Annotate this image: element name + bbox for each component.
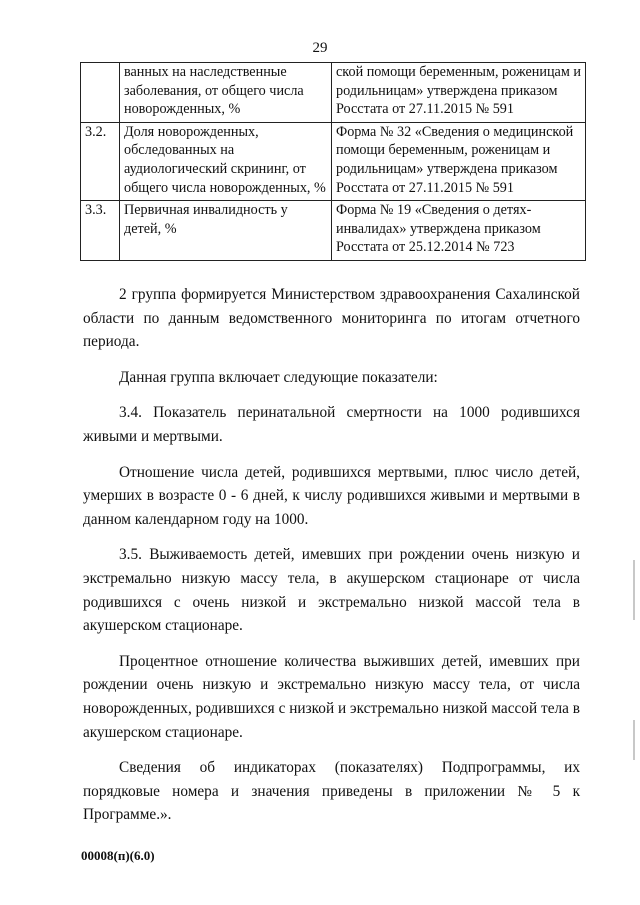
paragraph: Процентное отношение количества выживших детей, имевших при рождении очень низкую и экстремально низкую массу тела, от числа новорожденных, родившихся с низкой и экстремально низкой массой тела в акушерском стационаре.	[83, 652, 580, 741]
row-number	[81, 63, 120, 123]
paragraph: 3.5. Выживаемость детей, имевших при рождении очень низкую и экстремально низкую массу тела, в акушерском стационаре от числа родившихся с очень низкой и экстремально низкой массой тела в акушерском стационаре.	[83, 546, 580, 635]
table-row	[81, 201, 586, 261]
scan-edge-mark	[633, 560, 635, 620]
paragraph: Отношение числа детей, родившихся мертвыми, плюс число детей, умерших в возрасте 0 - 6 дней, к числу родившихся живыми и мертвыми в данном календарном году на 1000.	[83, 463, 580, 528]
page-number: 29	[312, 40, 328, 56]
row-number: 3.2.	[81, 122, 120, 200]
indicator-name: ванных на наследственные заболевания, от общего числа новорожденных, %	[120, 63, 332, 123]
paragraph: 2 группа формируется Министерством здравоохранения Сахалинской области по данным ведомственного мониторинга по итогам отчетного периода.	[83, 286, 580, 351]
row-number: 3.3.	[81, 201, 120, 261]
data-source: Форма № 19 «Сведения о детях-инвалидах» утверждена приказом Росстата от 25.12.2014 № 723	[332, 201, 586, 261]
paragraph: 3.4. Показатель перинатальной смертности на 1000 родившихся живыми и мертвыми.	[83, 404, 580, 445]
table-row	[81, 63, 586, 123]
table-row	[81, 122, 586, 200]
footer-code: 00008(п)(6.0)	[81, 848, 155, 863]
data-source: ской помощи беременным, роженицам и родильницам» утверждена приказом Росстата от 27.11.2015 № 591	[332, 63, 586, 123]
indicators-table	[80, 62, 586, 261]
body-text	[83, 283, 580, 839]
paragraph: Сведения об индикаторах (показателях) Подпрограммы, их порядковые номера и значения приведены в приложении № 5 к Программе.».	[83, 759, 580, 824]
data-source: Форма № 32 «Сведения о медицинской помощи беременным, роженицам и родильницам» утверждена приказом Росстата от 27.11.2015 № 591	[332, 122, 586, 200]
indicator-name: Первичная инвалидность у детей, %	[120, 201, 332, 261]
paragraph: Данная группа включает следующие показатели:	[119, 368, 438, 386]
scan-edge-mark	[633, 720, 635, 760]
indicator-name: Доля новорожденных, обследованных на аудиологический скрининг, от общего числа новорожденных, %	[120, 122, 332, 200]
